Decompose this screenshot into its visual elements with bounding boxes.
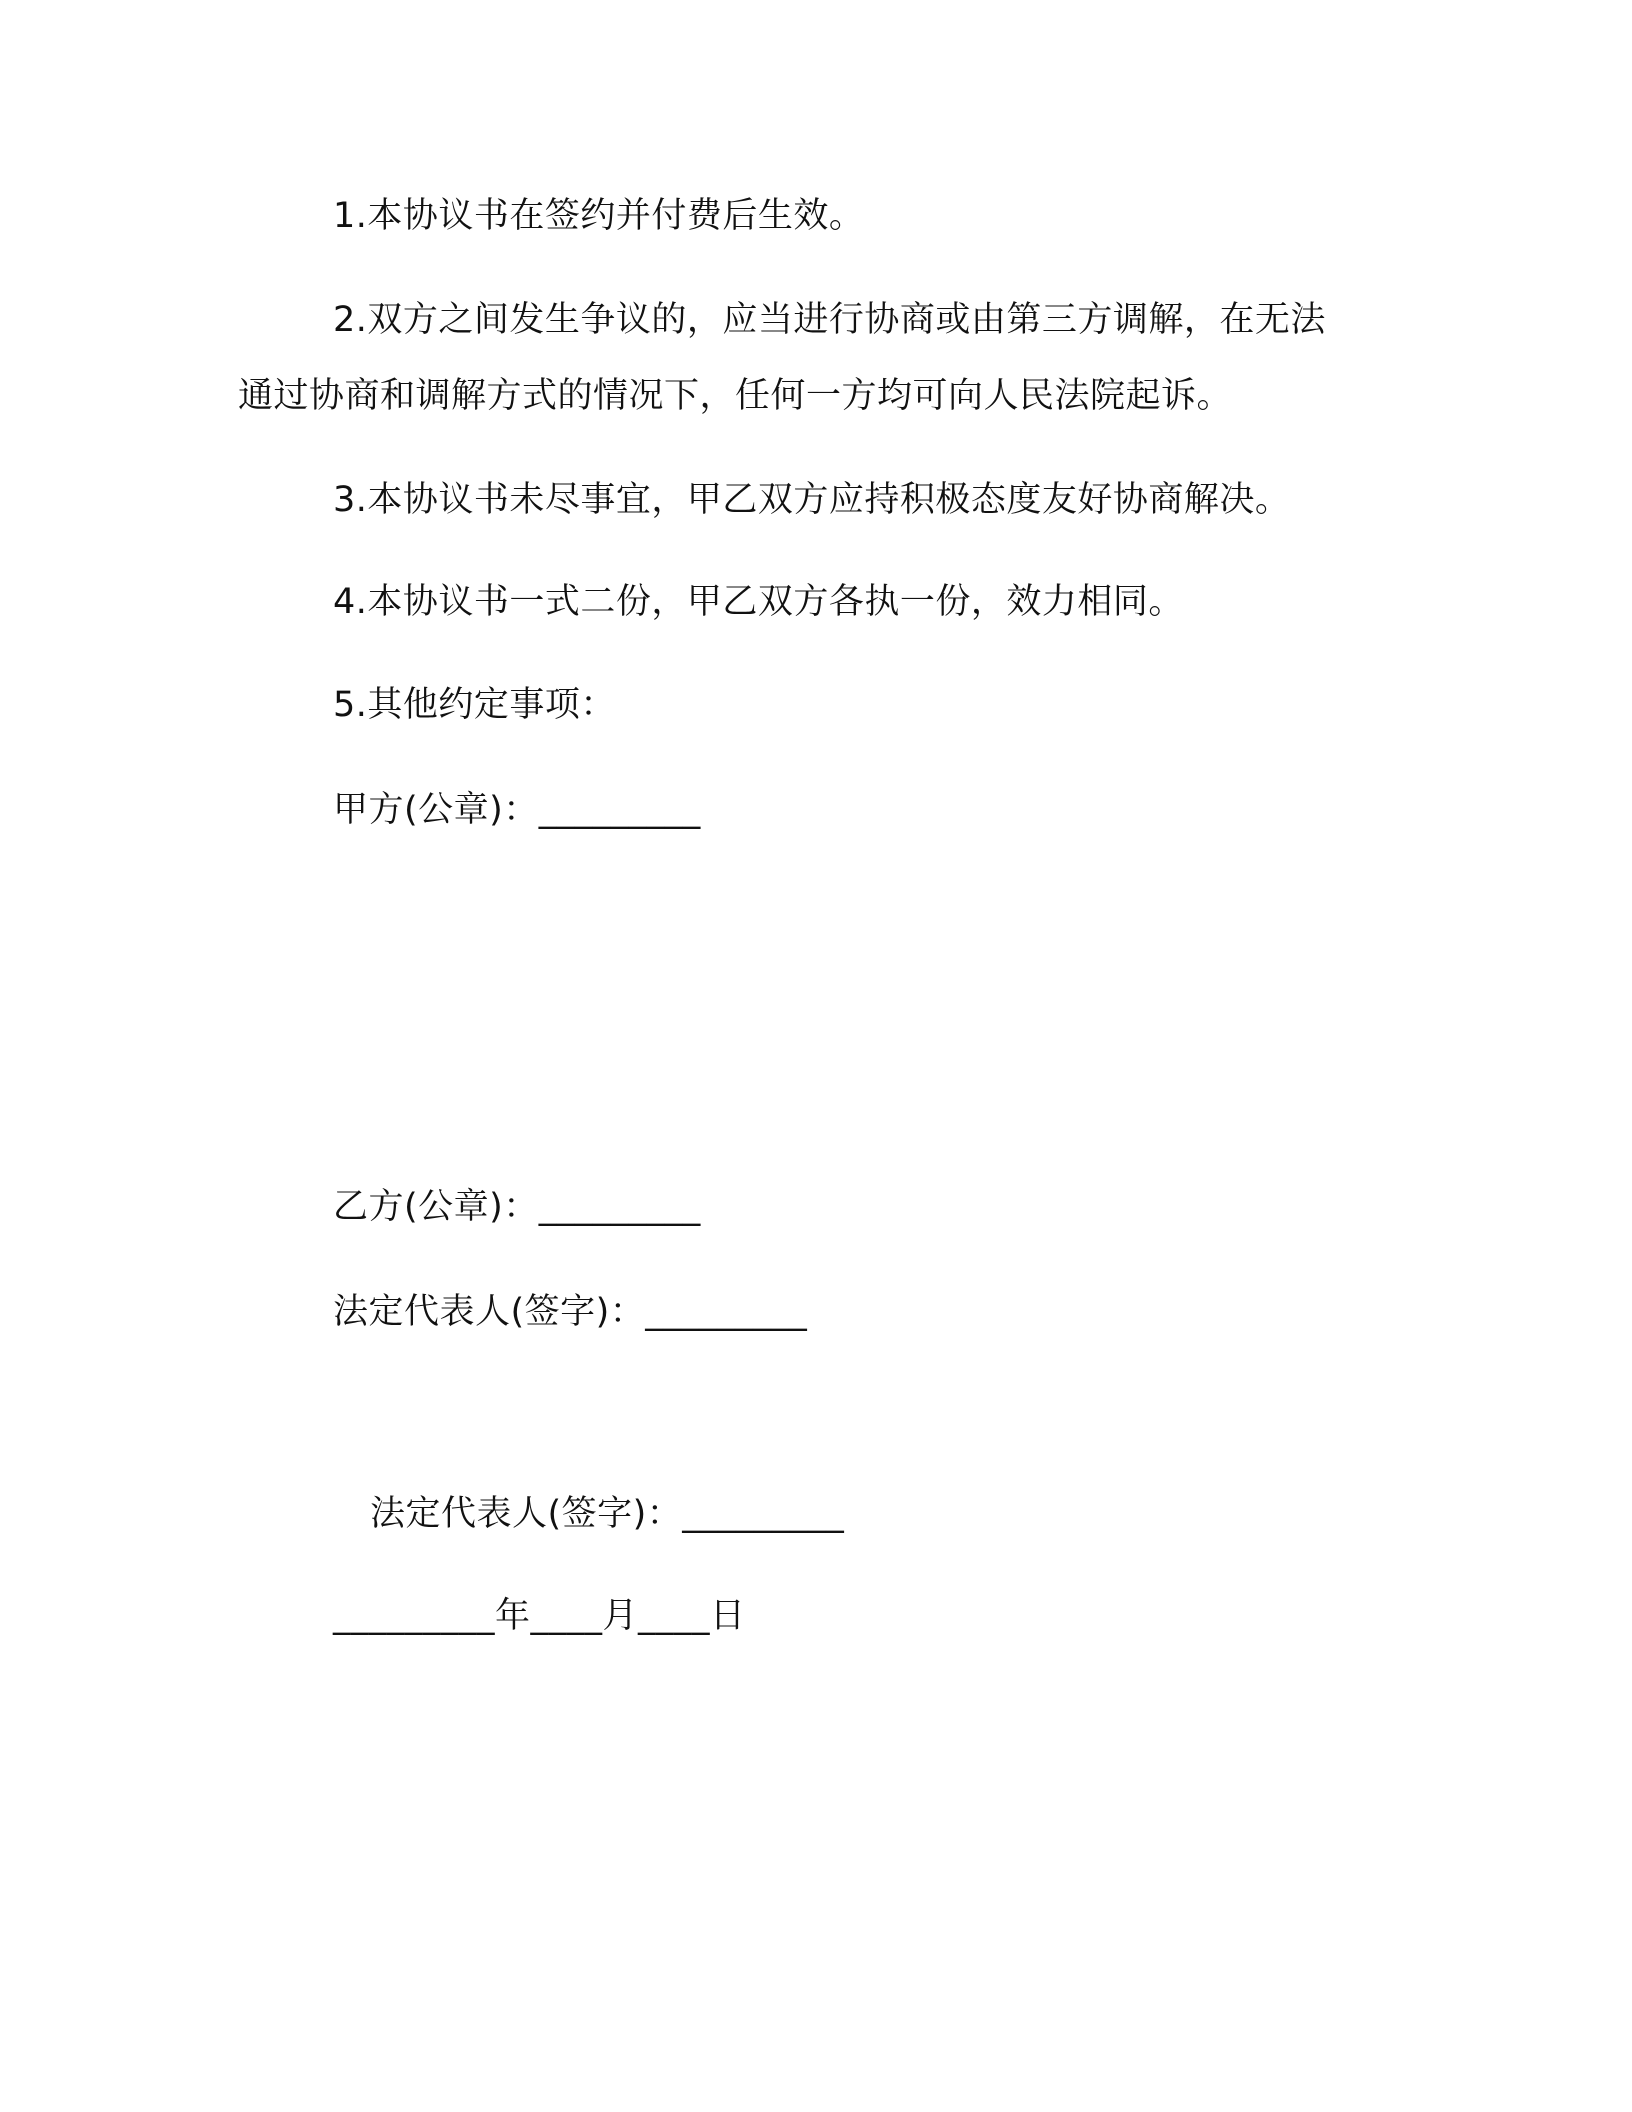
- party-a-seal-line: 甲方(公章)：_________: [333, 790, 701, 830]
- date-line: _________年____月____日: [333, 1596, 746, 1636]
- party-b-seal-line: 乙方(公章)：_________: [333, 1187, 701, 1227]
- clause-5: 5.其他约定事项：: [333, 685, 616, 725]
- clause-2-line-1: 2.双方之间发生争议的，应当进行协商或由第三方调解，在无法: [333, 300, 1326, 340]
- legal-representative-signature-2: 法定代表人(签字)：_________: [370, 1494, 845, 1534]
- clause-3: 3.本协议书未尽事宜，甲乙双方应持积极态度友好协商解决。: [333, 480, 1291, 520]
- legal-representative-signature-1: 法定代表人(签字)：_________: [333, 1292, 808, 1332]
- clause-4: 4.本协议书一式二份，甲乙双方各执一份，效力相同。: [333, 582, 1184, 622]
- clause-2-line-2: 通过协商和调解方式的情况下，任何一方均可向人民法院起诉。: [238, 376, 1233, 416]
- clause-1: 1.本协议书在签约并付费后生效。: [333, 196, 865, 236]
